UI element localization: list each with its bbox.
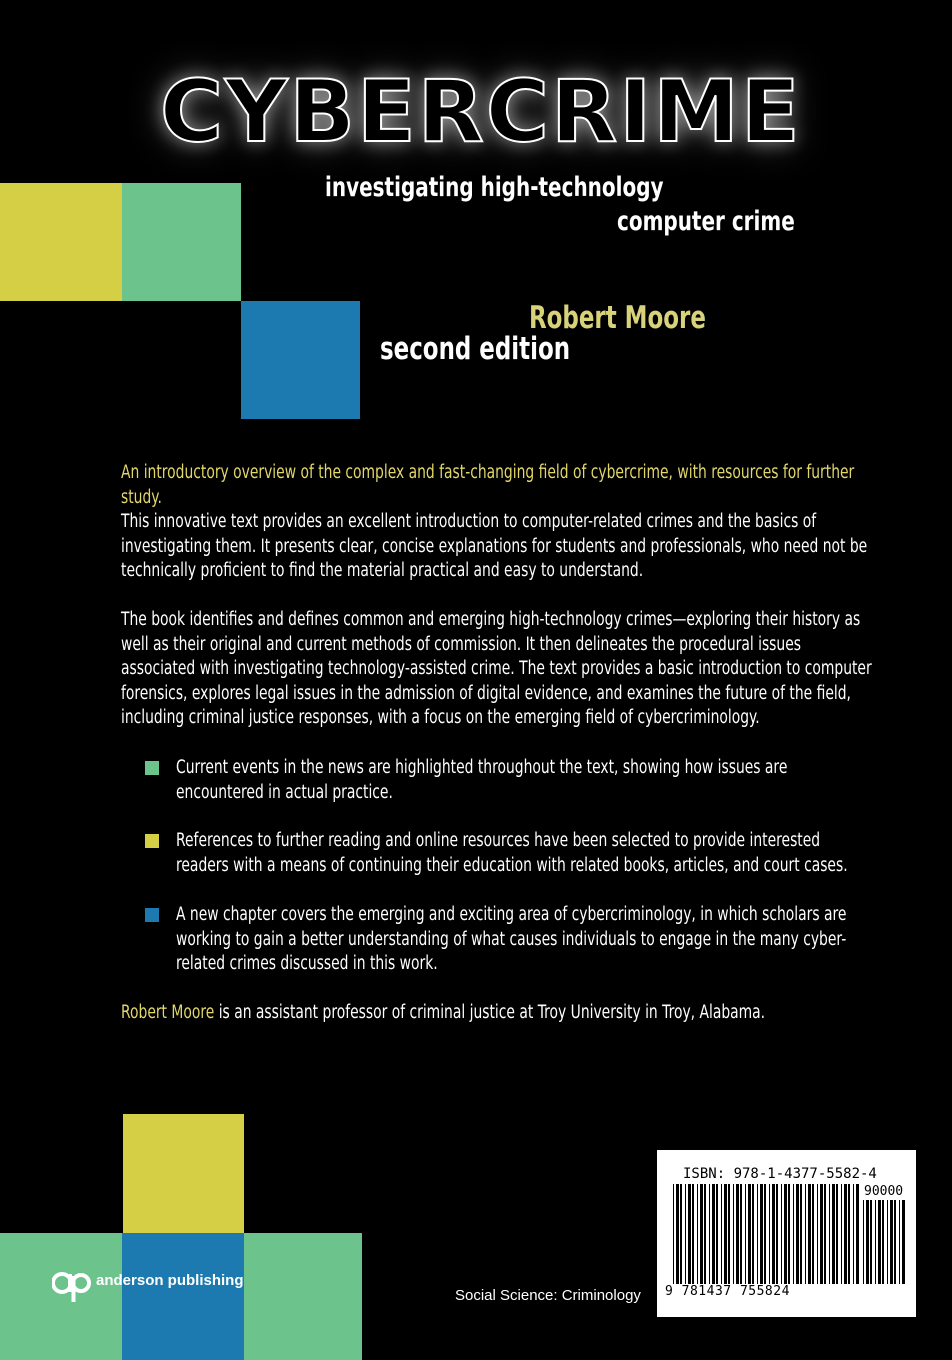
author-bio-name: Robert Moore xyxy=(121,1002,215,1023)
barcode-bar xyxy=(844,1184,847,1284)
barcode-digits: 9 781437 755824 xyxy=(665,1284,790,1299)
isbn-label: ISBN: 978-1-4377-5582-4 xyxy=(683,1166,877,1182)
publisher-name: anderson publishing xyxy=(96,1272,244,1289)
bullet-square-blue-icon xyxy=(145,908,159,922)
barcode-bar xyxy=(776,1184,778,1284)
barcode-bar xyxy=(841,1184,842,1284)
isbn-barcode-icon xyxy=(673,1184,861,1284)
barcode-bar xyxy=(740,1184,742,1284)
bullet-item: A new chapter covers the emerging and exciting area of cybercriminology, in which scholars are working to gain a better understanding of what causes individuals to engage in the many cyber-related crimes discussed in this work. xyxy=(176,904,847,975)
barcode-bar xyxy=(757,1184,758,1284)
barcode-bar xyxy=(824,1184,826,1284)
edition-label: second edition xyxy=(380,331,571,367)
book-title: CYBERCRIME xyxy=(160,62,802,162)
barcode-bar xyxy=(781,1184,782,1284)
price-barcode-icon xyxy=(863,1200,909,1284)
subtitle-line-1: investigating high-technology xyxy=(325,172,664,203)
bullet-item: References to further reading and online resources have been selected to provide interested readers with a means of continuing their education with related books, articles, and court cases. xyxy=(176,830,848,876)
block-yellow-bottom xyxy=(123,1114,244,1233)
barcode-bar xyxy=(716,1184,718,1284)
barcode-bar xyxy=(772,1184,775,1284)
barcode-bar xyxy=(724,1184,727,1284)
barcode-bar xyxy=(899,1200,900,1284)
barcode-bar xyxy=(796,1184,799,1284)
barcode-bar xyxy=(836,1184,838,1284)
author-bio-text: is an assistant professor of criminal justice at Troy University in Troy, Alabama. xyxy=(214,1002,766,1023)
barcode-bar xyxy=(812,1184,814,1284)
barcode-bar xyxy=(890,1200,893,1284)
barcode-bar xyxy=(805,1184,806,1284)
category-label: Social Science: Criminology xyxy=(455,1287,641,1304)
barcode-bar xyxy=(764,1184,766,1284)
intro-tagline: An introductory overview of the complex and fast-changing field of cybercrime, with resources for further study. xyxy=(121,462,855,508)
barcode-bar xyxy=(829,1184,830,1284)
barcode-bar xyxy=(870,1200,872,1284)
description-paragraph-2: The book identifies and defines common and emerging high-technology crimes—exploring their history as well as their original and current methods of commission. It then delineates the procedural issues associated with investigating technology-assisted crime. The text provides a basic introduction to computer forensics, explores legal issues in the admission of digital evidence, and examines the future of the field, including criminal justice responses, with a focus on the emerging field of cybercriminology. xyxy=(121,609,872,729)
barcode-bar xyxy=(760,1184,763,1284)
bullet-item: Current events in the news are highlighted throughout the text, showing how issues are encountered in actual practice. xyxy=(176,757,788,803)
barcode-bar xyxy=(788,1184,790,1284)
barcode-bar xyxy=(820,1184,823,1284)
block-blue-top xyxy=(241,301,360,419)
barcode-bar xyxy=(875,1200,876,1284)
block-blue-bottom xyxy=(122,1233,244,1360)
barcode-bar xyxy=(817,1184,818,1284)
barcode-bar xyxy=(793,1184,794,1284)
barcode-bar xyxy=(769,1184,770,1284)
barcode-bar xyxy=(736,1184,739,1284)
barcode-bar xyxy=(866,1200,869,1284)
barcode-bar xyxy=(673,1184,674,1284)
barcode-bar xyxy=(863,1200,864,1284)
barcode-bar xyxy=(676,1184,679,1284)
barcode-bar xyxy=(887,1200,888,1284)
author-name: Robert Moore xyxy=(529,300,706,336)
bullet-square-green-icon xyxy=(145,761,159,775)
block-green-bottom-right xyxy=(244,1233,362,1360)
barcode-bar xyxy=(685,1184,686,1284)
barcode-bar xyxy=(728,1184,730,1284)
barcode-bar xyxy=(692,1184,694,1284)
barcode-bar xyxy=(700,1184,703,1284)
bullet-square-yellow-icon xyxy=(145,834,159,848)
barcode-bar xyxy=(712,1184,715,1284)
barcode-bar xyxy=(709,1184,710,1284)
barcode-bar xyxy=(721,1184,722,1284)
barcode-bar xyxy=(853,1184,854,1284)
barcode-bar xyxy=(688,1184,691,1284)
barcode-bar xyxy=(882,1200,884,1284)
barcode-bar xyxy=(800,1184,802,1284)
barcode-bar xyxy=(902,1200,905,1284)
price-code: 90000 xyxy=(864,1184,904,1199)
barcode-bar xyxy=(832,1184,835,1284)
barcode-bar xyxy=(704,1184,706,1284)
barcode-bar xyxy=(808,1184,811,1284)
barcode-bar xyxy=(752,1184,754,1284)
barcode-bar xyxy=(745,1184,746,1284)
barcode-bar xyxy=(848,1184,850,1284)
barcode-bar xyxy=(680,1184,682,1284)
anderson-publishing-logo-icon xyxy=(52,1266,92,1302)
description-paragraph-1: This innovative text provides an excellent introduction to computer-related crimes and the basics of investigating them. It presents clear, concise explanations for students and professionals, who need not be technically proficient to find the material practical and easy to understand. xyxy=(121,511,868,582)
block-yellow-top xyxy=(0,183,122,301)
subtitle-line-2: computer crime xyxy=(617,206,795,237)
author-bio xyxy=(121,1001,879,1026)
barcode-bar xyxy=(856,1184,859,1284)
barcode-bar xyxy=(748,1184,751,1284)
barcode-bar xyxy=(878,1200,881,1284)
block-green-top xyxy=(122,183,241,301)
svg-text:ap: ap xyxy=(52,1266,54,1267)
barcode-bar xyxy=(894,1200,896,1284)
barcode-bar xyxy=(784,1184,787,1284)
barcode-bar xyxy=(733,1184,734,1284)
barcode-bar xyxy=(697,1184,698,1284)
